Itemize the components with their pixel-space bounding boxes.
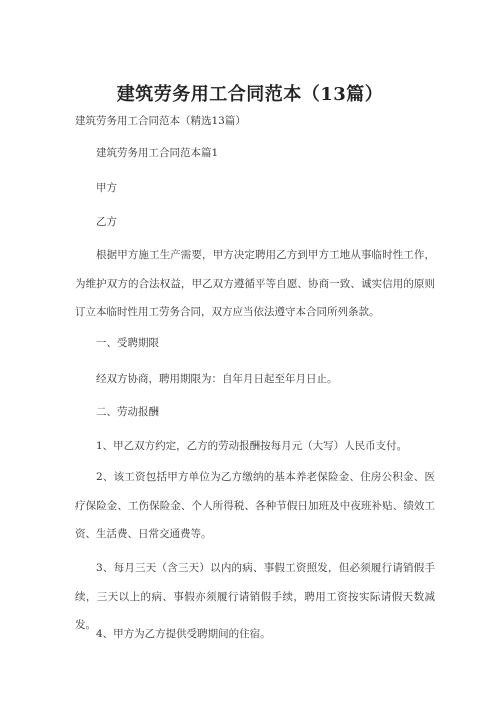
document-title: 建筑劳务用工合同范本（13篇） [116, 84, 384, 105]
clause-3: 3、每月三天（含三天）以内的病、事假工资照发，但必须履行请销假手续，三天以上的病、事假亦须履行请销假手续，聘用工资按实际请假天数减发。 [75, 562, 435, 631]
clause-2: 2、该工资包括甲方单位为乙方缴纳的基本养老保险金、住房公积金、医疗保险金、工伤保险金、个人所得税、各种节假日加班及中夜班补贴、绩效工资、生活费、日常交通费等。 [75, 471, 435, 540]
section1-heading: 一、受聘期限 [96, 337, 159, 349]
clause-4: 4、甲方为乙方提供受聘期间的住宿。 [96, 628, 271, 640]
party-a-label: 甲方 [96, 182, 117, 194]
intro-paragraph: 根据甲方施工生产需要，甲方决定聘用乙方到甲方工地从事临时性工作，为维护双方的合法权益，甲乙双方遵循平等自愿、协商一致、诚实信用的原则订立本临时性用工劳务合同，双方应当依法遵守本合同所列条款。 [75, 249, 435, 318]
section1-text: 经双方协商，聘用期限为：自年月日起至年月日止。 [96, 373, 338, 385]
clause-1: 1、甲乙双方约定，乙方的劳动报酬按每月元（大写）人民币支付。 [96, 440, 408, 452]
section2-heading: 二、劳动报酬 [96, 406, 159, 418]
party-b-label: 乙方 [96, 216, 117, 228]
document-subtitle: 建筑劳务用工合同范本（精选13篇） [75, 115, 246, 127]
section-heading: 建筑劳务用工合同范本篇1 [96, 147, 219, 159]
